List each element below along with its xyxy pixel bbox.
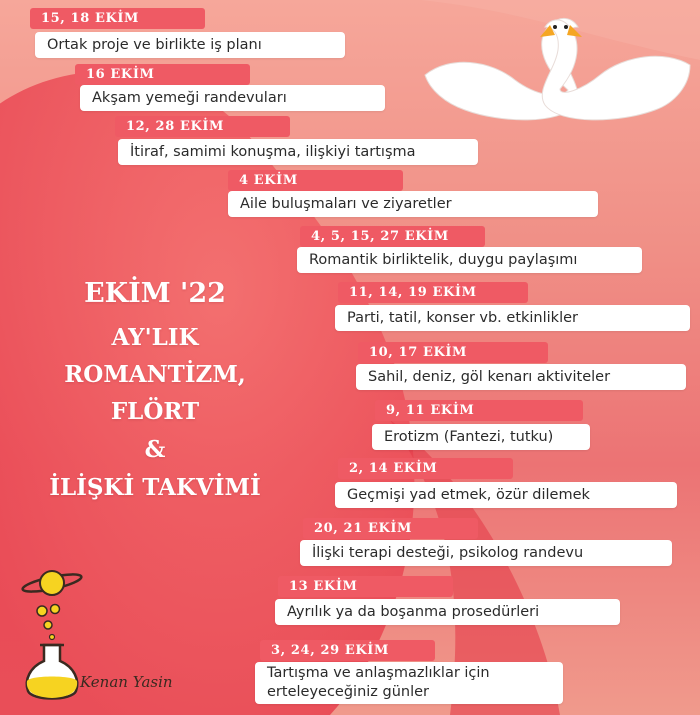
event-box: İlişki terapi desteği, psikolog randevu <box>300 540 672 566</box>
heading-line-5: & <box>144 436 166 463</box>
date-tag: 16 EKİM <box>75 64 250 85</box>
event-box <box>255 662 563 704</box>
heading-line-4: FLÖRT <box>110 398 200 425</box>
date-tag: 3, 24, 29 EKİM <box>260 640 435 661</box>
heading-line-1: EKİM '22 <box>84 278 226 309</box>
date-tag: 11, 14, 19 EKİM <box>338 282 528 303</box>
signature: Kenan Yasin <box>80 673 173 691</box>
event-box: Geçmişi yad etmek, özür dilemek <box>335 482 677 508</box>
heading-line-3: ROMANTİZM, <box>64 361 246 388</box>
heading-line-2: AY'LIK <box>111 324 199 351</box>
event-box: Aile buluşmaları ve ziyaretler <box>228 191 598 217</box>
event-box: Erotizm (Fantezi, tutku) <box>372 424 590 450</box>
event-text-line: Tartışma ve anlaşmazlıklar için <box>267 665 490 681</box>
event-box: Romantik birliktelik, duygu paylaşımı <box>297 247 642 273</box>
date-tag: 13 EKİM <box>278 576 453 597</box>
event-box: İtiraf, samimi konuşma, ilişkiyi tartışma <box>118 139 478 165</box>
event-box: Akşam yemeği randevuları <box>80 85 385 111</box>
date-tag: 20, 21 EKİM <box>303 518 478 539</box>
event-box: Ortak proje ve birlikte iş planı <box>35 32 345 58</box>
date-tag: 4 EKİM <box>228 170 403 191</box>
heading-line-6: İLİŞKİ TAKVİMİ <box>49 474 261 501</box>
date-tag: 4, 5, 15, 27 EKİM <box>300 226 485 247</box>
swan-couple-icon <box>410 5 700 125</box>
event-text-line: erteleyeceğiniz günler <box>267 684 429 700</box>
event-box: Parti, tatil, konser vb. etkinlikler <box>335 305 690 331</box>
date-tag: 12, 28 EKİM <box>115 116 290 137</box>
date-tag: 9, 11 EKİM <box>375 400 583 421</box>
date-tag: 2, 14 EKİM <box>338 458 513 479</box>
event-box: Ayrılık ya da boşanma prosedürleri <box>275 599 620 625</box>
date-tag: 10, 17 EKİM <box>358 342 548 363</box>
event-box: Sahil, deniz, göl kenarı aktiviteler <box>356 364 686 390</box>
planet-flask-logo-icon <box>18 565 88 705</box>
date-tag: 15, 18 EKİM <box>30 8 205 29</box>
